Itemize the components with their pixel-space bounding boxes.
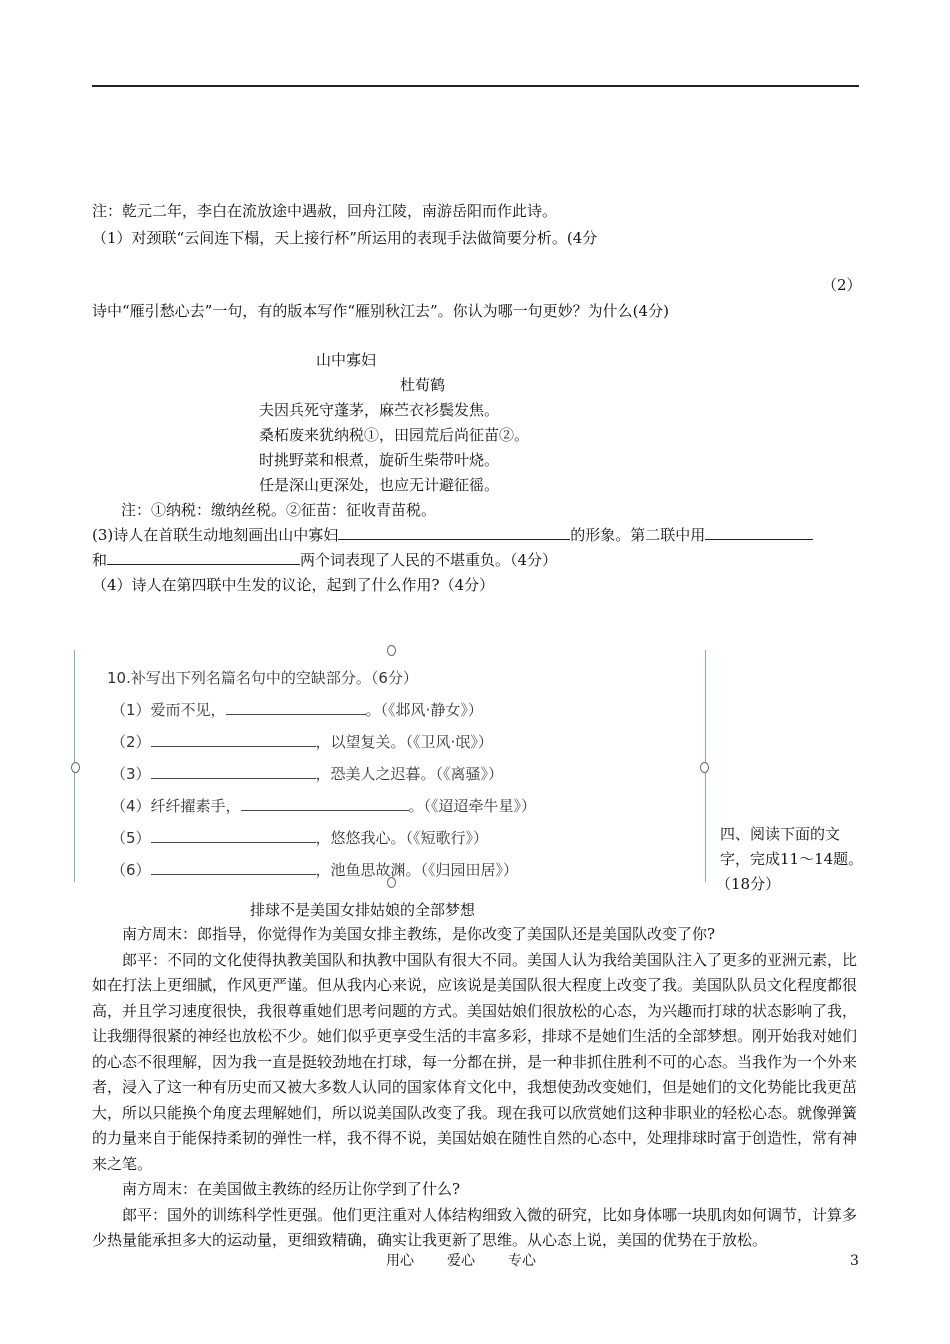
question-1: （1）对颈联“云间连下榻，天上接行杯”所运用的表现手法做简要分析。(4分 <box>92 229 598 247</box>
question-10-title: 10.补写出下列名篇名句中的空缺部分。（6分） <box>107 669 418 687</box>
answer-blank[interactable] <box>151 860 316 875</box>
poem-footnote: 注：①纳税：缴纳丝税。②征苗：征收青苗税。 <box>121 501 437 519</box>
question-2-number: （2） <box>822 276 862 294</box>
resize-handle-icon <box>700 762 709 773</box>
question-3-line-2: 和 两个词表现了人民的不堪重负。（4分） <box>92 551 558 569</box>
section-4-heading: 字，完成11～14题。 <box>720 850 864 868</box>
poem-line: 夫因兵死守蓬茅，麻苎衣衫鬓发焦。 <box>259 401 500 419</box>
answer-blank[interactable] <box>226 700 366 715</box>
answer-blank[interactable] <box>241 796 409 811</box>
header-rule <box>92 85 859 87</box>
question-10-item: （5） ，悠悠我心。（《短歌行》） <box>111 829 489 847</box>
answer-blank[interactable] <box>705 525 813 540</box>
footer-slogan: 用心 <box>386 1253 414 1269</box>
article-title: 排球不是美国女排姑娘的全部梦想 <box>250 901 476 919</box>
poem-line: 时挑野菜和根煮，旋斫生柴带叶烧。 <box>259 451 500 469</box>
question-10-item: （1）爱而不见， 。（《邶风·静女》） <box>111 701 483 719</box>
footer-slogan: 专心 <box>508 1253 536 1269</box>
article-body <box>92 922 862 1254</box>
article-paragraph: 南方周末：郎指导，你觉得作为美国女排主教练，是你改变了美国队还是美国队改变了你? <box>122 925 716 943</box>
article-paragraph: 郎平：国外的训练科学性更强。他们更注重对人体结构细致入微的研究，比如身体哪一块肌肉如何调节，计算多少热量能承担多大的运动量，更细致精确，确实让我更新了思维。从心态上说，美国的优势在于放松。 <box>92 1205 858 1249</box>
poem-line: 桑柘废来犹纳税①，田园荒后尚征苗②。 <box>259 426 530 444</box>
resize-handle-icon <box>71 762 80 773</box>
scanned-question-10-image <box>74 650 706 882</box>
page-number: 3 <box>850 1253 859 1269</box>
answer-blank[interactable] <box>151 828 316 843</box>
poem-line: 任是深山更深处，也应无计避征徭。 <box>259 476 500 494</box>
answer-blank[interactable] <box>107 550 300 565</box>
answer-blank[interactable] <box>151 732 316 747</box>
question-3-line-1: (3)诗人在首联生动地刻画出山中寡妇 的形象。第二联中用 <box>92 525 813 545</box>
poem-title: 山中寡妇 <box>316 351 377 369</box>
footer-slogan: 爱心 <box>447 1253 475 1269</box>
question-10-item: （4）纤纤擢素手， 。（《迢迢牵牛星》） <box>111 797 537 815</box>
poem-author: 杜荀鹤 <box>400 376 446 394</box>
resize-handle-icon <box>387 645 396 656</box>
article-paragraph: 南方周末：在美国做主教练的经历让你学到了什么? <box>122 1180 461 1198</box>
section-4-heading: （18分） <box>716 875 781 893</box>
question-2: 诗中“雁引愁心去”一句，有的版本写作“雁别秋江去”。你认为哪一句更妙？为什么(4分) <box>92 302 669 320</box>
question-10-item: （6） ，池鱼思故渊。（《归园田居》） <box>111 861 519 879</box>
article-paragraph: 郎平：不同的文化使得执教美国队和执教中国队有很大不同。美国人认为我给美国队注入了更多的亚洲元素，比如在打法上更细腻，作风更严谨。但从我内心来说，应该说是美国队很大程度上改变了我。美国队队员文化程度都很高，并且学习速度很快，我很尊重她们思考问题的方式。美国姑娘们很放松的心态，为兴趣而打球的状态影响了我，让我绷得很紧的神经也放松不少。她们似乎更享受生活的丰富多彩，排球不是她们生活的全部梦想。刚开始我对她们的心态不很理解，因为我一直是挺较劲地在打球，每一分都在拼，是一种非抓住胜利不可的心态。当我作为一个外来者，浸入了这一种有历史而又被大多数人认同的国家体育文化中，我想使劲改变她们，但是她们的文化势能比我更茁大，所以只能换个角度去理解她们，所以说美国队改变了我。现在我可以欣赏她们这种非职业的轻松心态。就像弹簧的力量来自于能保持柔韧的弹性一样，我不得不说，美国姑娘在随性自然的心态中，处理排球时富于创造性，常有神来之笔。 <box>92 950 858 1173</box>
answer-blank[interactable] <box>338 525 570 540</box>
question-4: （4）诗人在第四联中生发的议论，起到了什么作用?（4分） <box>92 576 495 594</box>
poem-note: 注：乾元二年，李白在流放途中遇赦，回舟江陵，南游岳阳而作此诗。 <box>92 202 558 220</box>
question-10-item: （3） ，恐美人之迟暮。（《离骚》） <box>111 765 504 783</box>
section-4-heading: 四、阅读下面的文 <box>720 825 841 843</box>
answer-blank[interactable] <box>151 764 316 779</box>
question-10-item: （2） ，以望复关。（《卫风·氓》） <box>111 733 493 751</box>
